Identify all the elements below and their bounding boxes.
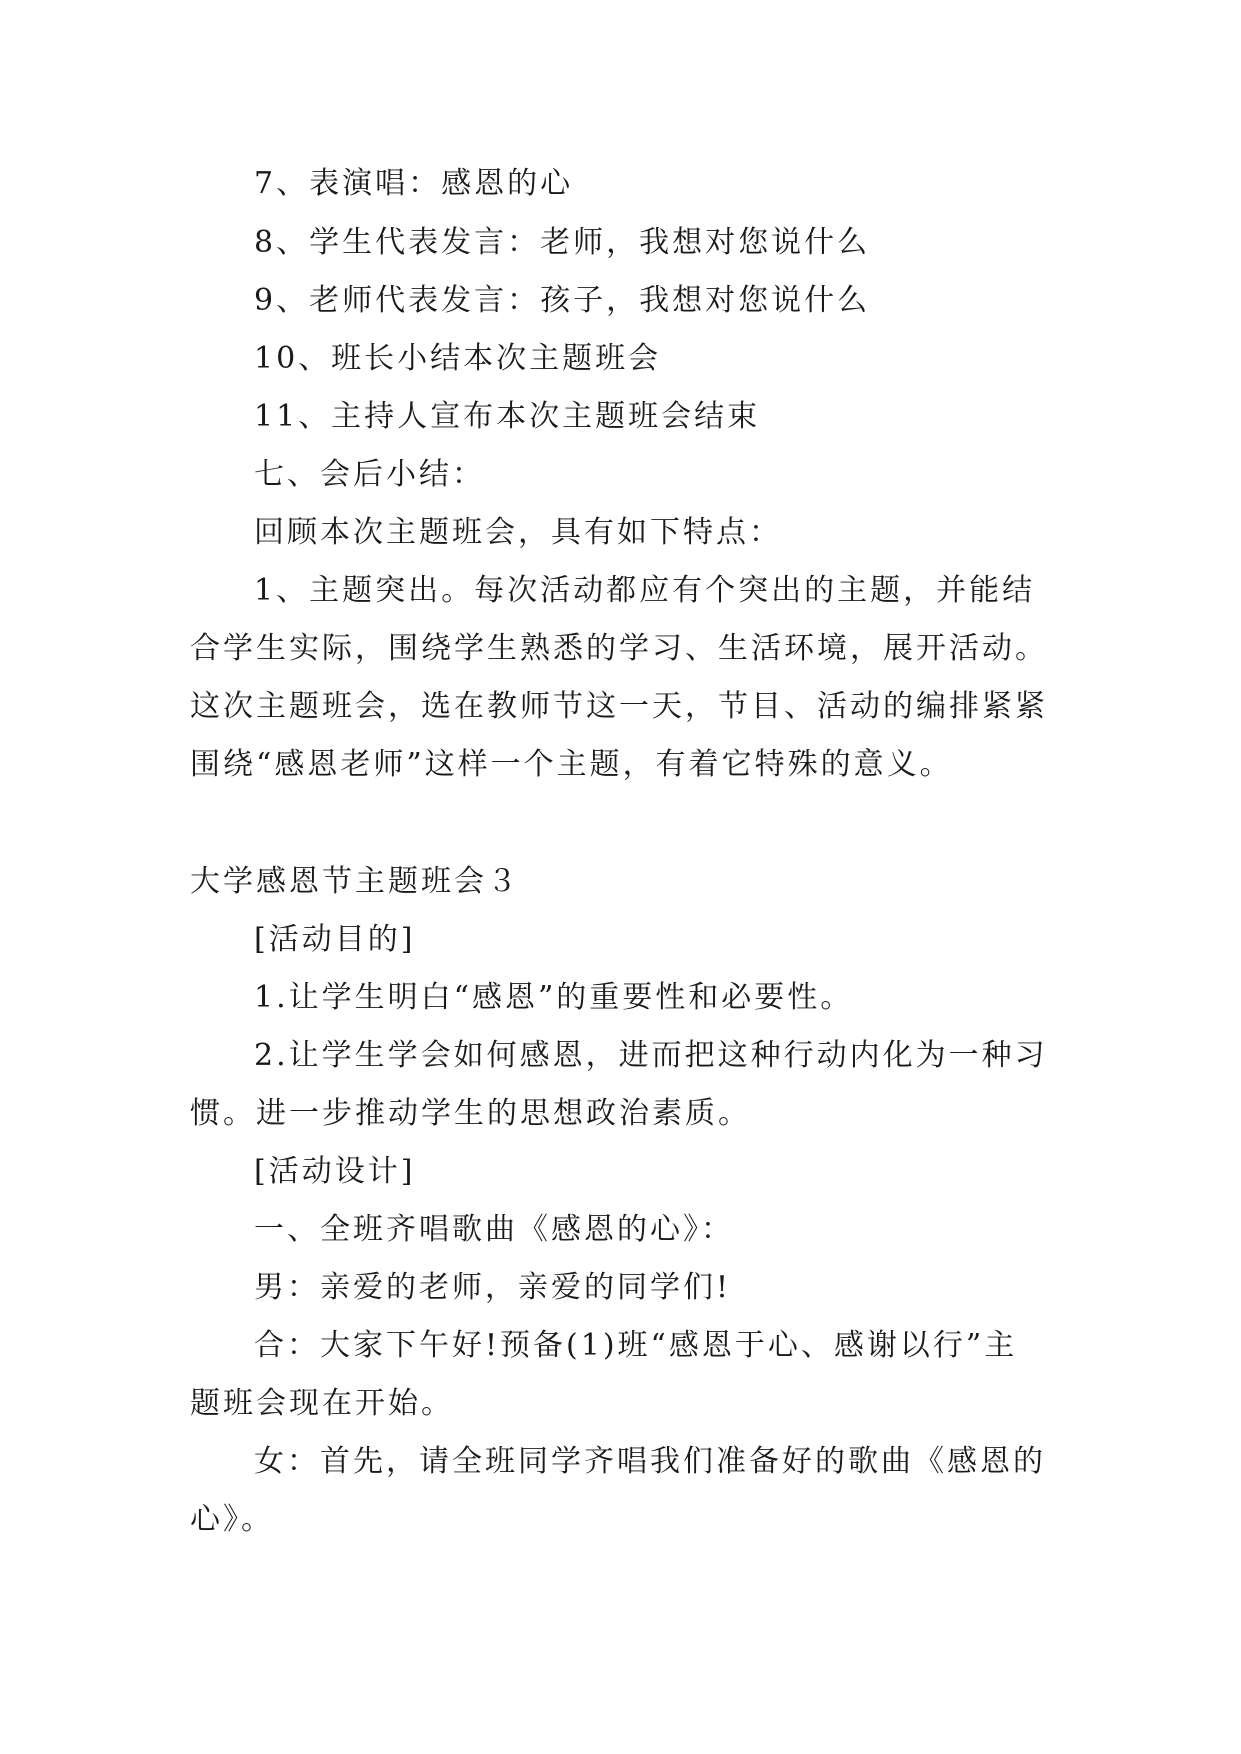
paragraph-text: 回顾本次主题班会，具有如下特点： — [254, 515, 782, 550]
program-item-11: 11、主持人宣布本次主题班会结束 — [254, 399, 761, 434]
dialogue-line: 女：首先，请全班同学齐唱我们准备好的歌曲《感恩的 — [254, 1444, 1046, 1479]
goal-item-2: 2.让学生学会如何感恩，进而把这种行动内化为一种习 — [254, 1038, 1048, 1073]
paragraph-text: 题班会现在开始。 — [190, 1386, 454, 1421]
program-item-8: 8、学生代表发言：老师，我想对您说什么 — [254, 225, 871, 260]
program-item-10: 10、班长小结本次主题班会 — [254, 341, 662, 376]
dialogue-line: 男：亲爱的老师，亲爱的同学们! — [254, 1270, 732, 1305]
goal-item-1: 1.让学生明白“感恩”的重要性和必要性。 — [254, 980, 854, 1015]
paragraph-text: 1、主题突出。每次活动都应有个突出的主题，并能结 — [254, 573, 1036, 608]
section-heading-summary: 七、会后小结： — [254, 457, 485, 492]
paragraph-text: 围绕“感恩老师”这样一个主题，有着它特殊的意义。 — [190, 747, 953, 782]
paragraph-text: 这次主题班会，选在教师节这一天，节目、活动的编排紧紧 — [190, 689, 1048, 724]
paragraph-text: 合学生实际，围绕学生熟悉的学习、生活环境，展开活动。 — [190, 631, 1048, 666]
program-item-7: 7、表演唱：感恩的心 — [254, 166, 574, 201]
paragraph-text: 心》。 — [190, 1502, 274, 1537]
section-heading-design: [活动设计] — [254, 1154, 416, 1189]
paragraph-text: 惯。进一步推动学生的思想政治素质。 — [190, 1096, 751, 1131]
section-heading-goal: [活动目的] — [254, 922, 416, 957]
program-item-9: 9、老师代表发言：孩子，我想对您说什么 — [254, 283, 871, 318]
article-title: 大学感恩节主题班会３ — [190, 864, 520, 899]
dialogue-line: 合：大家下午好!预备(1)班“感恩于心、感谢以行”主 — [254, 1328, 1018, 1363]
step-heading-1: 一、全班齐唱歌曲《感恩的心》： — [254, 1212, 734, 1247]
